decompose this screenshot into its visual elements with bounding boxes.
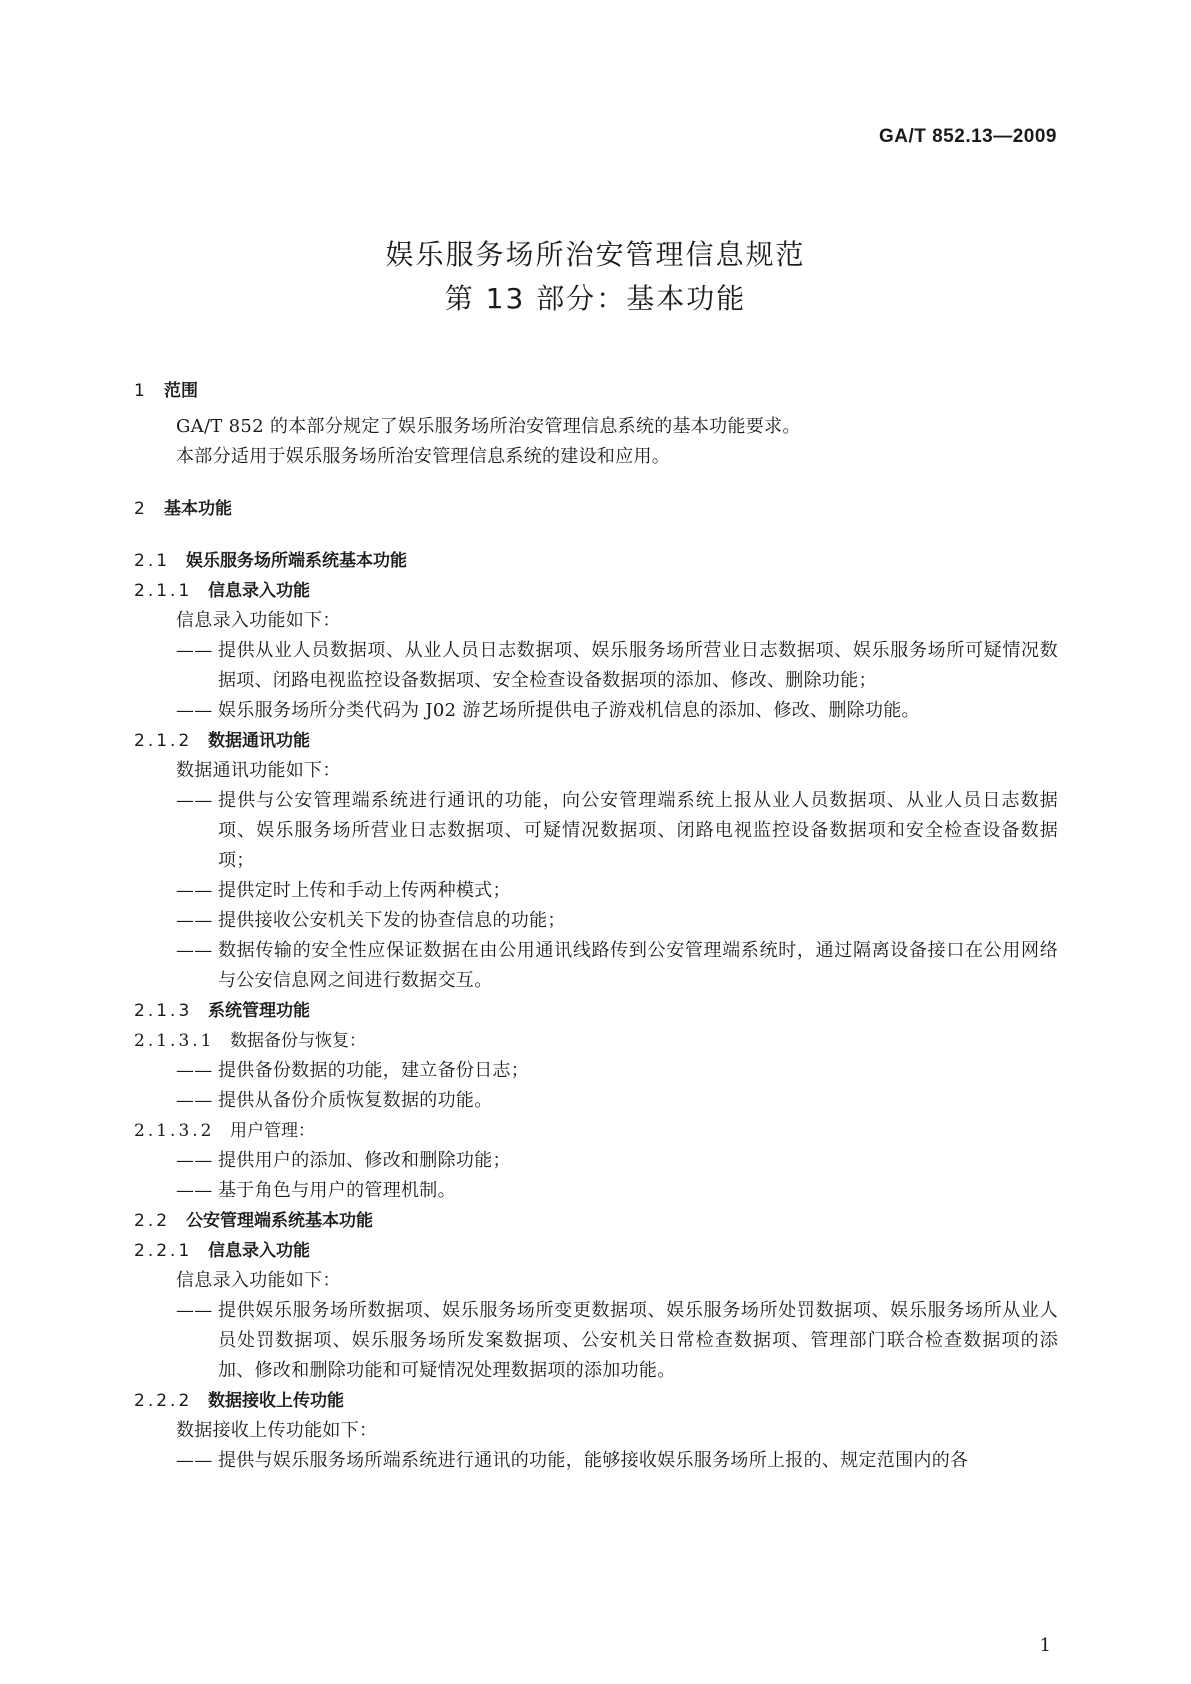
section-number: 2 — [134, 499, 148, 519]
dash-marker: —— — [176, 1090, 213, 1111]
section-heading-1 — [134, 376, 1058, 406]
list-item — [134, 906, 1058, 936]
dash-marker: —— — [176, 700, 213, 721]
list-item-text: 提供从业人员数据项、从业人员日志数据项、娱乐服务场所营业日志数据项、娱乐服务场所可疑情况数据项、闭路电视监控设备数据项、安全检查设备数据项的添加、修改、删除功能； — [218, 640, 1058, 691]
dash-marker: —— — [176, 910, 213, 931]
section-number: 2.1.3 — [134, 1001, 193, 1021]
list-item — [134, 1146, 1058, 1176]
list-item-text: 基于角色与用户的管理机制。 — [218, 1180, 456, 1201]
list-item — [134, 1296, 1058, 1386]
section-title: 数据备份与恢复： — [230, 1031, 366, 1051]
list-item — [134, 1176, 1058, 1206]
section-number: 2.2.2 — [134, 1391, 193, 1411]
list-item-text: 娱乐服务场所分类代码为 J02 游艺场所提供电子游戏机信息的添加、修改、删除功能。 — [218, 700, 920, 721]
page-number: 1 — [1039, 1635, 1051, 1656]
title-line-1: 娱乐服务场所治安管理信息规范 — [385, 238, 806, 271]
section-title: 数据通讯功能 — [208, 731, 310, 751]
dash-marker: —— — [176, 1180, 213, 1201]
paragraph: 本部分适用于娱乐服务场所治安管理信息系统的建设和应用。 — [176, 446, 671, 467]
list-item — [134, 876, 1058, 906]
section-title: 用户管理： — [230, 1121, 315, 1141]
list-item — [134, 696, 1058, 726]
list-item — [134, 1446, 1058, 1476]
paragraph: 信息录入功能如下： — [176, 1270, 341, 1291]
section-number: 2.2.1 — [134, 1241, 193, 1261]
paragraph: 数据接收上传功能如下： — [176, 1420, 378, 1441]
title-line-2: 第 13 部分：基本功能 — [444, 282, 747, 315]
paragraph: GA/T 852 的本部分规定了娱乐服务场所治安管理信息系统的基本功能要求。 — [176, 416, 801, 437]
section-number: 2.1.3.1 — [134, 1031, 215, 1051]
section-number: 1 — [134, 381, 148, 401]
section-heading-2-1-3-2 — [134, 1116, 1058, 1146]
section-heading-2 — [134, 494, 1058, 524]
list-item — [134, 636, 1058, 696]
section-title: 范围 — [164, 381, 198, 401]
dash-marker: —— — [176, 940, 213, 961]
list-item — [134, 1086, 1058, 1116]
dash-marker: —— — [176, 1150, 213, 1171]
section-number: 2.1.3.2 — [134, 1121, 215, 1141]
list-item-text: 提供与娱乐服务场所端系统进行通讯的功能，能够接收娱乐服务场所上报的、规定范围内的各 — [218, 1450, 969, 1471]
dash-marker: —— — [176, 880, 213, 901]
list-item-text: 提供与公安管理端系统进行通讯的功能，向公安管理端系统上报从业人员数据项、从业人员日志数据项、娱乐服务场所营业日志数据项、可疑情况数据项、闭路电视监控设备数据项和安全检查设备数据项； — [218, 790, 1058, 871]
list-item-text: 提供从备份介质恢复数据的功能。 — [218, 1090, 493, 1111]
document-body — [134, 376, 1058, 1476]
section-number: 2.2 — [134, 1211, 171, 1231]
list-item — [134, 936, 1058, 996]
section-number: 2.1.1 — [134, 581, 193, 601]
list-item-text: 数据传输的安全性应保证数据在由公用通讯线路传到公安管理端系统时，通过隔离设备接口在公用网络与公安信息网之间进行数据交互。 — [218, 940, 1058, 991]
paragraph: 信息录入功能如下： — [176, 610, 341, 631]
list-item — [134, 1056, 1058, 1086]
section-heading-2-1-2 — [134, 726, 1058, 756]
section-title: 信息录入功能 — [208, 1241, 310, 1261]
section-heading-2-1 — [134, 546, 1058, 576]
section-title: 数据接收上传功能 — [208, 1391, 344, 1411]
list-item-text: 提供娱乐服务场所数据项、娱乐服务场所变更数据项、娱乐服务场所处罚数据项、娱乐服务场所从业人员处罚数据项、娱乐服务场所发案数据项、公安机关日常检查数据项、管理部门联合检查数据项的添加、修改和删除功能和可疑情况处理数据项的添加功能。 — [218, 1300, 1058, 1381]
list-item-text: 提供接收公安机关下发的协查信息的功能； — [218, 910, 566, 931]
section-number: 2.1 — [134, 551, 171, 571]
section-number: 2.1.2 — [134, 731, 193, 751]
section-heading-2-1-3-1 — [134, 1026, 1058, 1056]
dash-marker: —— — [176, 1450, 213, 1471]
section-heading-2-1-1 — [134, 576, 1058, 606]
dash-marker: —— — [176, 790, 213, 811]
section-title: 公安管理端系统基本功能 — [186, 1211, 373, 1231]
section-heading-2-1-3 — [134, 996, 1058, 1026]
dash-marker: —— — [176, 1300, 213, 1321]
list-item-text: 提供用户的添加、修改和删除功能； — [218, 1150, 511, 1171]
section-title: 基本功能 — [164, 499, 232, 519]
paragraph: 数据通讯功能如下： — [176, 760, 341, 781]
section-heading-2-2-1 — [134, 1236, 1058, 1266]
dash-marker: —— — [176, 1060, 213, 1081]
list-item-text: 提供定时上传和手动上传两种模式； — [218, 880, 511, 901]
section-heading-2-2-2 — [134, 1386, 1058, 1416]
dash-marker: —— — [176, 640, 213, 661]
section-title: 娱乐服务场所端系统基本功能 — [186, 551, 407, 571]
list-item-text: 提供备份数据的功能，建立备份日志； — [218, 1060, 530, 1081]
section-heading-2-2 — [134, 1206, 1058, 1236]
section-title: 系统管理功能 — [208, 1001, 310, 1021]
document-code: GA/T 852.13—2009 — [878, 126, 1057, 147]
section-title: 信息录入功能 — [208, 581, 310, 601]
list-item — [134, 786, 1058, 876]
document-title — [0, 233, 1191, 321]
